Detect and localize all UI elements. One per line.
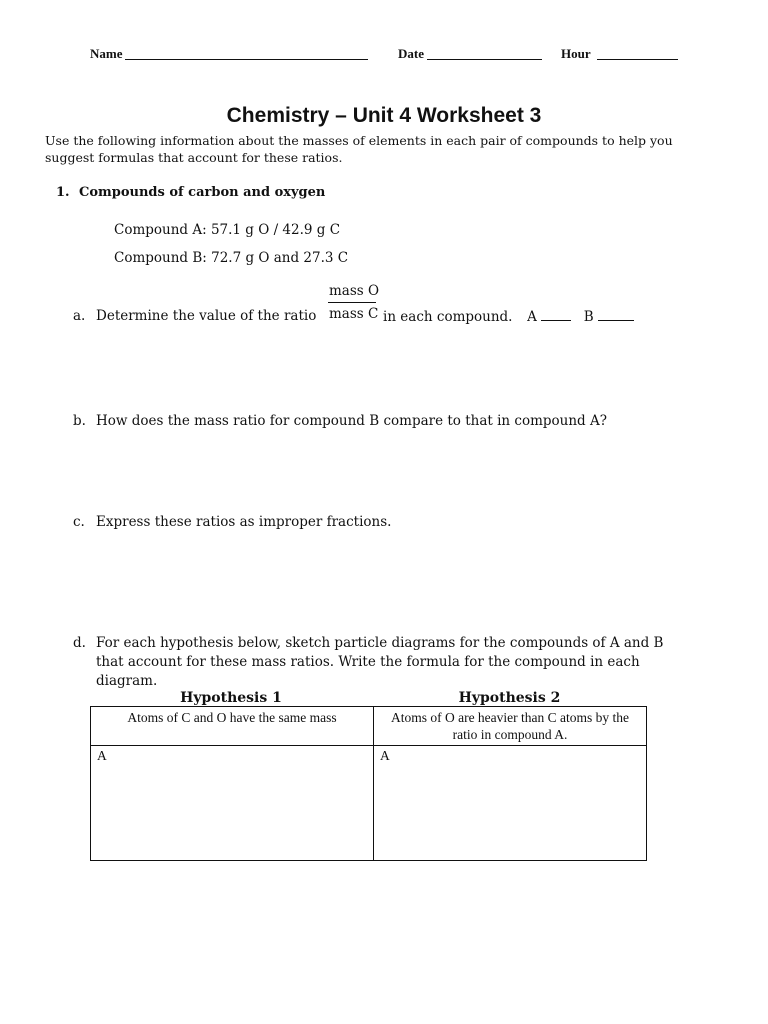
part-d xyxy=(73,634,673,691)
part-a-text-after: in each compound. xyxy=(383,309,513,325)
name-label: Name xyxy=(90,46,123,61)
answer-blank-b[interactable] xyxy=(598,307,634,321)
hypothesis-2-description: Atoms of O are heavier than C atoms by the ratio in compound A. xyxy=(374,707,647,746)
hypothesis-1-title: Hypothesis 1 xyxy=(180,690,282,706)
name-field[interactable] xyxy=(125,59,368,60)
fraction-numerator: mass O xyxy=(329,283,380,299)
part-b-text: How does the mass ratio for compound B compare to that in compound A? xyxy=(96,413,607,429)
hypothesis-2-sketch-cell[interactable] xyxy=(374,746,647,861)
blank-b-label: B xyxy=(583,309,594,325)
part-a xyxy=(73,307,316,326)
hour-field[interactable] xyxy=(597,59,678,60)
hypothesis-table xyxy=(90,706,647,861)
hypothesis-1-description: Atoms of C and O have the same mass xyxy=(91,707,374,746)
part-a-letter: a. xyxy=(73,308,86,324)
compound-b-data: Compound B: 72.7 g O and 27.3 C xyxy=(114,250,349,266)
part-a-text: Determine the value of the ratio xyxy=(96,308,317,324)
part-a-answers xyxy=(383,307,634,327)
hypothesis-2-title: Hypothesis 2 xyxy=(458,690,561,706)
part-d-text: For each hypothesis below, sketch particle diagrams for the compounds of A and B that account for these mass ratios. Write the formula for the compound in each diagram. xyxy=(96,635,664,689)
table-row xyxy=(91,746,647,861)
date-label: Date xyxy=(398,46,424,61)
hour-label: Hour xyxy=(561,46,591,61)
compound-a-data: Compound A: 57.1 g O / 42.9 g C xyxy=(114,222,341,238)
fraction-denominator: mass C xyxy=(329,306,379,322)
part-c-letter: c. xyxy=(73,514,85,530)
part-c-text: Express these ratios as improper fractions. xyxy=(96,514,392,530)
answer-blank-a[interactable] xyxy=(541,307,571,321)
cell-label: A xyxy=(97,748,107,763)
intro-text: Use the following information about the masses of elements in each pair of compounds to help you suggest formulas that account for these ratios. xyxy=(45,133,673,165)
part-b-letter: b. xyxy=(73,413,86,429)
blank-a-label: A xyxy=(527,309,537,325)
part-c xyxy=(73,513,391,532)
question-1-heading xyxy=(56,185,325,200)
table-row xyxy=(91,707,647,746)
date-field[interactable] xyxy=(427,59,542,60)
part-d-letter: d. xyxy=(73,635,86,651)
cell-label: A xyxy=(380,748,390,763)
page-title: Chemistry – Unit 4 Worksheet 3 xyxy=(226,104,542,127)
question-title: Compounds of carbon and oxygen xyxy=(79,185,326,200)
hypothesis-1-sketch-cell[interactable] xyxy=(91,746,374,861)
part-b xyxy=(73,412,607,431)
fraction-bar xyxy=(328,302,376,303)
question-number: 1. xyxy=(56,185,70,200)
